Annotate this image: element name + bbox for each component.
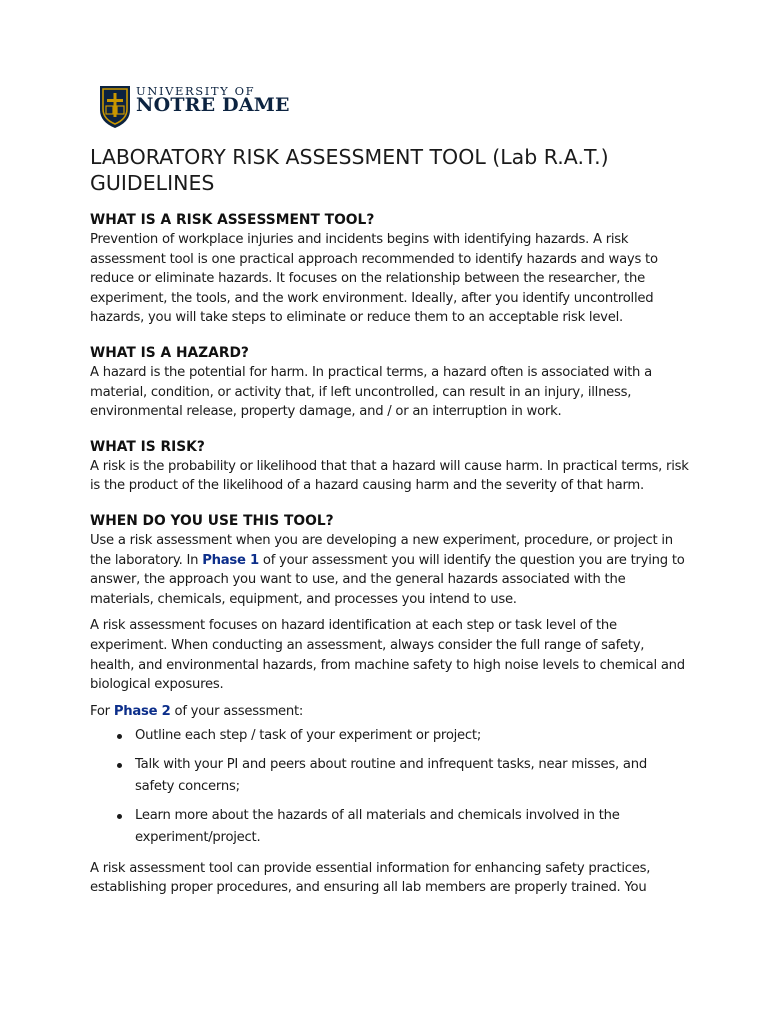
text: Use a risk assessment when you are developing a new experiment, procedure, or project in the laboratory. In [90, 532, 673, 568]
section-when-use [90, 511, 690, 898]
bullet-icon [117, 734, 122, 739]
section-heading: WHAT IS A HAZARD? [90, 344, 249, 361]
section-heading: WHEN DO YOU USE THIS TOOL? [90, 512, 334, 529]
crest-icon [98, 84, 132, 130]
phase-2-list [90, 725, 690, 850]
paragraph-closing: A risk assessment tool can provide essential information for enhancing safety practices, establishing proper procedures, and ensuring all lab members are properly trained. You [90, 860, 651, 896]
paragraph-phase-2 [90, 702, 690, 722]
document-body [90, 210, 690, 898]
section-heading: WHAT IS A RISK ASSESSMENT TOOL? [90, 212, 375, 228]
text: of your assessment: [170, 703, 304, 719]
section-what-hazard [90, 343, 690, 422]
logo-line1: UNIVERSITY OF [136, 84, 256, 98]
list-item [110, 754, 690, 799]
bullet-icon [117, 763, 122, 768]
list-item-text: Talk with your PI and peers about routine and infrequent tasks, near misses, and safety concerns; [135, 756, 647, 795]
list-item-text: Outline each step / task of your experiment or project; [135, 728, 482, 744]
page-title: LABORATORY RISK ASSESSMENT TOOL (Lab R.A.T.) GUIDELINES [90, 145, 609, 195]
logo-line2: NOTRE DAME [136, 94, 290, 116]
section-body: A risk is the probability or likelihood that that a hazard will cause harm. In practical terms, risk is the product of the likelihood of a hazard causing harm and the severity of that harm. [90, 458, 689, 494]
text: For [90, 703, 114, 719]
list-item-text: Learn more about the hazards of all materials and chemicals involved in the experiment/project. [135, 807, 620, 846]
phase-2-link[interactable]: Phase 2 [113, 703, 171, 719]
section-heading: WHAT IS RISK? [90, 438, 205, 455]
section-body: Prevention of workplace injuries and incidents begins with identifying hazards. A risk assessment tool is one practical approach recommended to identify hazards and ways to reduce or eliminate hazards. It focuses on the relationship between the researcher, the experiment, the tools, and the work environment. Ideally, after you identify uncontrolled hazards, you will take steps to eliminate or reduce them to an acceptable risk level. [90, 232, 658, 326]
list-item [110, 725, 690, 748]
bullet-icon [117, 814, 122, 819]
section-what-tool [90, 210, 690, 328]
paragraph-phase-1 [90, 531, 690, 609]
phase-1-link[interactable]: Phase 1 [202, 552, 259, 568]
text: of your assessment you will identify the question you are trying to answer, the approach you want to use, and the general hazards associated with the materials, chemicals, equipment, and processes you intend to use. [90, 552, 685, 607]
list-item [110, 805, 690, 850]
paragraph-focus: A risk assessment focuses on hazard identification at each step or task level of the experiment. When conducting an assessment, always consider the full range of safety, health, and environmental hazards, from machine safety to high noise levels to chemical and biological exposures. [90, 618, 685, 693]
section-body: A hazard is the potential for harm. In practical terms, a hazard often is associated with a material, condition, or activity that, if left uncontrolled, can result in an injury, illness, environmental release, property damage, and / or an interruption in work. [90, 364, 652, 420]
section-what-risk [90, 437, 690, 496]
university-logo [98, 84, 290, 130]
